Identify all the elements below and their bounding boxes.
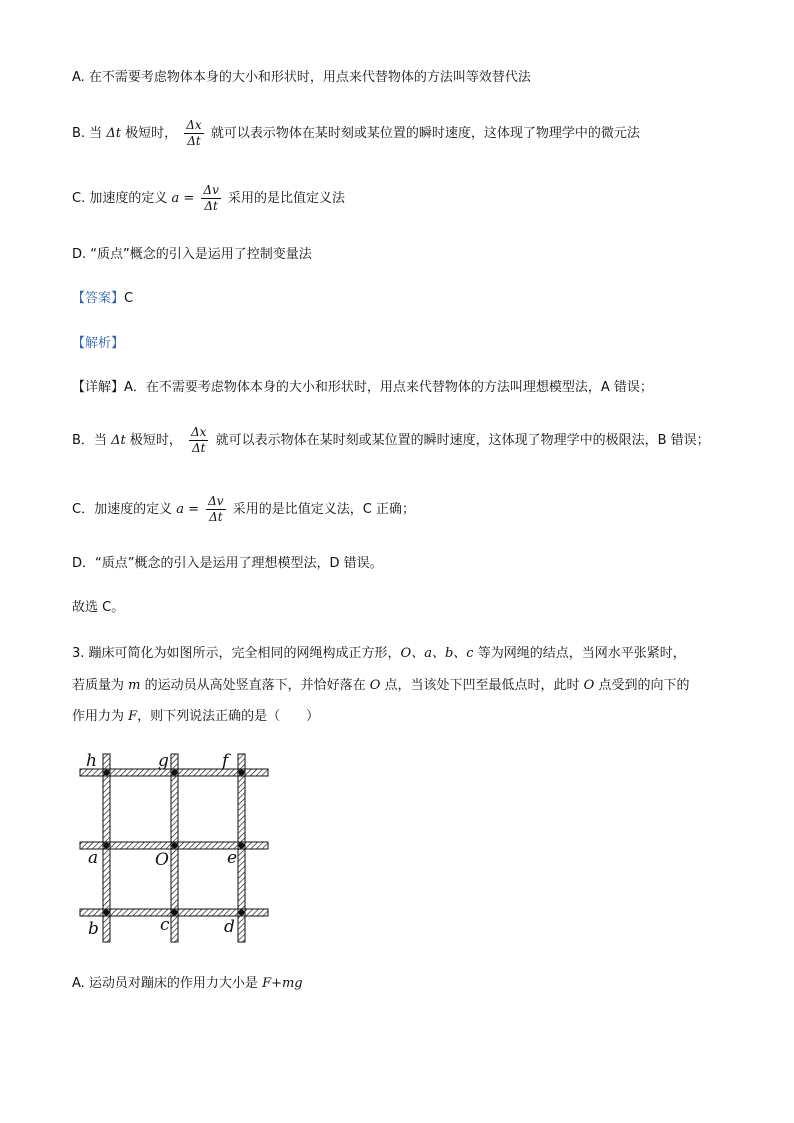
q3-line-3 — [72, 705, 319, 724]
detail-b-suffix: 就可以表示物体在某时刻或某位置的瞬时速度，这体现了物理学中的极限法，B 错误； — [215, 433, 710, 448]
a-equals: a = — [171, 191, 195, 206]
detail-d — [72, 552, 383, 571]
knot-e — [239, 843, 245, 849]
analysis-label-line — [72, 332, 124, 351]
q3-line-2 — [72, 674, 689, 693]
answer-line — [72, 287, 133, 306]
frac-numerator: Δv — [208, 494, 224, 508]
label-a: a — [88, 848, 99, 868]
frac-denominator: Δt — [204, 199, 218, 213]
answer-label: 【答案】 — [72, 291, 125, 306]
detail-c-suffix: 采用的是比值定义法，C 正确； — [232, 502, 415, 517]
option-b — [72, 118, 640, 149]
q3-text: 的运动员从高处竖直落下，并恰好落在 — [140, 678, 370, 693]
label-O: O — [155, 850, 169, 870]
knot-a — [104, 843, 110, 849]
q3-text: 3. 蹦床可简化为如图所示，完全相同的网绳构成正方形， — [72, 646, 401, 661]
frac-denominator: Δt — [191, 441, 206, 455]
detail-b-mid: 极短时， — [129, 433, 182, 448]
conclusion-text: 故选 C。 — [72, 600, 125, 615]
option-d — [72, 243, 312, 262]
detail-a-text: A．在不需要考虑物体本身的大小和形状时，用点来代替物体的方法叫理想模型法，A 错误； — [124, 380, 653, 395]
option-d-text: D. “质点”概念的引入是运用了控制变量法 — [72, 247, 312, 262]
detail-label: 【详解】 — [72, 380, 125, 395]
fraction-dv-dt — [201, 183, 220, 214]
answer-value: C — [124, 291, 134, 306]
detail-c-prefix: C．加速度的定义 — [72, 502, 173, 517]
option-a — [72, 66, 531, 85]
label-e: e — [227, 848, 238, 868]
frac-numerator: Δx — [190, 425, 207, 439]
var-F: F — [128, 709, 138, 724]
detail-a — [72, 376, 653, 395]
frac-denominator: Δt — [209, 510, 223, 524]
q3-text: 若质量为 — [72, 678, 129, 693]
detail-d-text: D．“质点”概念的引入是运用了理想模型法，D 错误。 — [72, 556, 383, 571]
a-equals: a = — [176, 502, 199, 517]
knot-h — [104, 770, 110, 776]
analysis-label: 【解析】 — [72, 336, 125, 351]
q3-text: 作用力为 — [72, 709, 129, 724]
label-d: d — [224, 917, 235, 937]
q3-text: 点受到的向下的 — [594, 678, 690, 693]
trampoline-net-figure — [76, 746, 276, 946]
q3-text: 等为网绳的结点，当网水平张紧时， — [473, 646, 686, 661]
var-O: O — [583, 678, 595, 693]
q3-text: 点，当该处下凹至最低点时，此时 — [380, 678, 584, 693]
label-b: b — [88, 919, 99, 939]
knot-b — [104, 910, 110, 916]
knot-d — [239, 910, 245, 916]
fraction-dx-dt — [189, 425, 208, 456]
frac-denominator: Δt — [187, 134, 201, 148]
knot-g — [172, 770, 178, 776]
frac-numerator: Δv — [203, 183, 219, 197]
detail-c — [72, 494, 415, 525]
knot-f — [239, 770, 245, 776]
fraction-dv-dt — [206, 494, 225, 525]
option-a-text: A. 在不需要考虑物体本身的大小和形状时，用点来代替物体的方法叫等效替代法 — [72, 70, 531, 85]
option-b-prefix: B. 当 — [72, 126, 103, 141]
var-m: m — [128, 678, 141, 693]
q3-option-a — [72, 972, 303, 991]
detail-b — [72, 425, 710, 456]
knot-o — [172, 843, 178, 849]
label-g: g — [158, 751, 169, 771]
frac-numerator: Δx — [186, 118, 202, 132]
fraction-dx-dt — [184, 118, 203, 149]
label-f: f — [222, 751, 229, 771]
delta-t: Δt — [111, 433, 126, 448]
option-c-suffix: 采用的是比值定义法 — [228, 191, 346, 206]
option-b-mid: 极短时， — [125, 126, 178, 141]
option-b-suffix: 就可以表示物体在某时刻或某位置的瞬时速度，这体现了物理学中的微元法 — [210, 126, 640, 141]
delta-t: Δt — [106, 126, 121, 141]
option-c-prefix: C. 加速度的定义 — [72, 191, 168, 206]
q3-text: ，则下列说法正确的是（ ） — [137, 709, 320, 724]
q3-vars: O、a、b、c — [400, 646, 474, 661]
knot-c — [172, 910, 178, 916]
conclusion — [72, 596, 124, 615]
label-c: c — [160, 915, 170, 935]
var-O: O — [369, 678, 381, 693]
q3-line-1 — [72, 642, 686, 661]
q3-option-a-value: F+mg — [262, 976, 303, 991]
detail-b-prefix: B．当 — [72, 433, 107, 448]
option-c — [72, 183, 345, 214]
q3-option-a-text: A. 运动员对蹦床的作用力大小是 — [72, 976, 263, 991]
label-h: h — [86, 751, 97, 771]
